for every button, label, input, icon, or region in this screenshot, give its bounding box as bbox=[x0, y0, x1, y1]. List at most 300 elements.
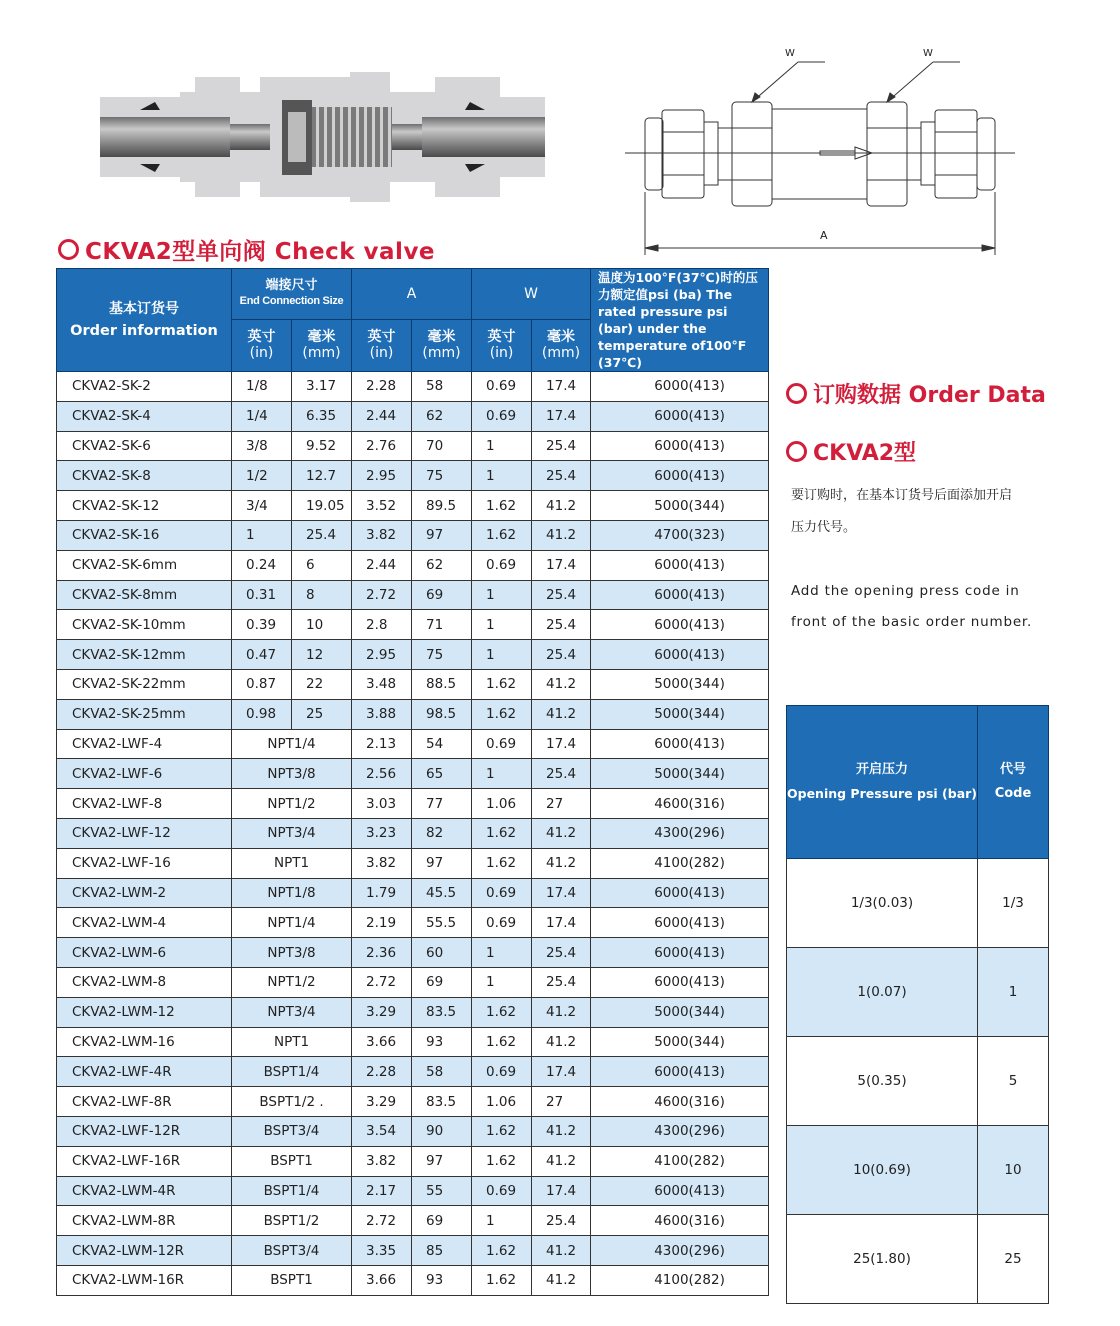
cell-w-mm: 41.2 bbox=[532, 491, 591, 521]
cell-conn-mm: 6 bbox=[292, 550, 352, 580]
header-pressure-zh: 开启压力 bbox=[855, 762, 908, 777]
table-row bbox=[57, 610, 769, 640]
cell-conn-in: 0.98 bbox=[232, 699, 292, 729]
circle-bullet-icon bbox=[786, 441, 807, 462]
cell-rated-pressure: 6000(413) bbox=[591, 967, 769, 997]
unit-zh: 毫米 bbox=[307, 329, 336, 346]
cell-a-mm: 93 bbox=[412, 1027, 472, 1057]
cell-end-connection: BSPT1 bbox=[232, 1265, 352, 1295]
cell-rated-pressure: 6000(413) bbox=[591, 1057, 769, 1087]
cell-end-connection: BSPT1/4 bbox=[232, 1057, 352, 1087]
cell-rated-pressure: 4700(323) bbox=[591, 520, 769, 550]
circle-bullet-icon bbox=[58, 239, 79, 260]
code-table-row bbox=[787, 859, 1049, 948]
table-row bbox=[57, 908, 769, 938]
header-end-connection bbox=[232, 269, 352, 320]
cell-w-mm: 17.4 bbox=[532, 550, 591, 580]
cell-a-in: 3.29 bbox=[352, 1087, 412, 1117]
cell-end-connection: BSPT1/4 bbox=[232, 1176, 352, 1206]
cell-code: 25 bbox=[978, 1215, 1049, 1304]
cell-a-in: 3.82 bbox=[352, 848, 412, 878]
code-table-row bbox=[787, 1215, 1049, 1304]
cell-a-in: 2.95 bbox=[352, 640, 412, 670]
instruction-zh-line: 压力代号。 bbox=[791, 520, 857, 535]
cell-rated-pressure: 5000(344) bbox=[591, 669, 769, 699]
cell-end-connection: NPT3/8 bbox=[232, 938, 352, 968]
table-row bbox=[57, 520, 769, 550]
table-row bbox=[57, 1176, 769, 1206]
cell-rated-pressure: 6000(413) bbox=[591, 550, 769, 580]
cell-conn-in: 1 bbox=[232, 520, 292, 550]
cell-conn-mm: 12 bbox=[292, 640, 352, 670]
cell-opening-pressure: 25(1.80) bbox=[787, 1215, 978, 1304]
header-pressure-en: Opening Pressure psi (bar) bbox=[787, 786, 978, 801]
cell-w-in: 0.69 bbox=[472, 550, 532, 580]
cell-a-mm: 88.5 bbox=[412, 669, 472, 699]
cell-a-mm: 93 bbox=[412, 1265, 472, 1295]
table-row bbox=[57, 997, 769, 1027]
model-title bbox=[786, 436, 916, 467]
cell-conn-in: 0.47 bbox=[232, 640, 292, 670]
cell-end-connection: NPT1/4 bbox=[232, 729, 352, 759]
cell-a-mm: 69 bbox=[412, 1206, 472, 1236]
code-table-row bbox=[787, 1037, 1049, 1126]
cell-conn-in: 0.39 bbox=[232, 610, 292, 640]
cell-a-in: 2.56 bbox=[352, 759, 412, 789]
cell-order-number: CKVA2-LWM-4 bbox=[57, 908, 232, 938]
header-w: W bbox=[472, 269, 591, 320]
cell-conn-in: 0.31 bbox=[232, 580, 292, 610]
order-instruction-en bbox=[791, 576, 1071, 638]
cell-rated-pressure: 6000(413) bbox=[591, 372, 769, 402]
cell-w-in: 0.69 bbox=[472, 372, 532, 402]
table-row bbox=[57, 729, 769, 759]
cell-conn-mm: 10 bbox=[292, 610, 352, 640]
page-title-text: CKVA2型单向阀 Check valve bbox=[85, 239, 436, 265]
table-row bbox=[57, 550, 769, 580]
cell-w-in: 1.62 bbox=[472, 669, 532, 699]
cell-order-number: CKVA2-LWM-2 bbox=[57, 878, 232, 908]
cell-conn-mm: 9.52 bbox=[292, 431, 352, 461]
cell-order-number: CKVA2-LWM-16 bbox=[57, 1027, 232, 1057]
cell-w-in: 1 bbox=[472, 580, 532, 610]
header-end-conn-zh: 端接尺寸 bbox=[265, 278, 318, 294]
cell-w-in: 1.06 bbox=[472, 789, 532, 819]
cell-order-number: CKVA2-LWF-4 bbox=[57, 729, 232, 759]
cell-w-mm: 25.4 bbox=[532, 759, 591, 789]
cell-w-in: 1.62 bbox=[472, 1146, 532, 1176]
cell-rated-pressure: 5000(344) bbox=[591, 997, 769, 1027]
header-order-information bbox=[57, 269, 232, 372]
cell-w-mm: 41.2 bbox=[532, 997, 591, 1027]
cell-a-in: 2.72 bbox=[352, 1206, 412, 1236]
cell-opening-pressure: 1(0.07) bbox=[787, 948, 978, 1037]
cell-rated-pressure: 6000(413) bbox=[591, 610, 769, 640]
cell-a-in: 2.8 bbox=[352, 610, 412, 640]
cell-code: 10 bbox=[978, 1126, 1049, 1215]
unit-en: (mm) bbox=[541, 345, 581, 362]
cell-w-mm: 41.2 bbox=[532, 1236, 591, 1266]
cell-rated-pressure: 6000(413) bbox=[591, 640, 769, 670]
cell-a-mm: 45.5 bbox=[412, 878, 472, 908]
cell-a-in: 2.28 bbox=[352, 372, 412, 402]
cell-w-in: 1.62 bbox=[472, 848, 532, 878]
cell-a-mm: 58 bbox=[412, 372, 472, 402]
cell-order-number: CKVA2-LWM-6 bbox=[57, 938, 232, 968]
cell-end-connection: BSPT1 bbox=[232, 1146, 352, 1176]
cell-w-mm: 25.4 bbox=[532, 938, 591, 968]
cell-rated-pressure: 5000(344) bbox=[591, 699, 769, 729]
cell-w-mm: 41.2 bbox=[532, 1265, 591, 1295]
cell-w-in: 1 bbox=[472, 610, 532, 640]
cell-order-number: CKVA2-LWF-8 bbox=[57, 789, 232, 819]
cell-rated-pressure: 6000(413) bbox=[591, 401, 769, 431]
table-row bbox=[57, 699, 769, 729]
unit-en: (mm) bbox=[302, 345, 341, 362]
cell-code: 1 bbox=[978, 948, 1049, 1037]
table-row bbox=[57, 461, 769, 491]
cell-a-in: 3.82 bbox=[352, 1146, 412, 1176]
header-end-conn-en: End Connection Size bbox=[239, 295, 344, 308]
cell-a-mm: 65 bbox=[412, 759, 472, 789]
cell-w-in: 0.69 bbox=[472, 908, 532, 938]
cell-conn-mm: 19.05 bbox=[292, 491, 352, 521]
cell-a-mm: 97 bbox=[412, 848, 472, 878]
cell-w-in: 1 bbox=[472, 759, 532, 789]
check-valve-cutaway-photo bbox=[100, 72, 560, 202]
cell-rated-pressure: 4100(282) bbox=[591, 1265, 769, 1295]
cell-a-mm: 75 bbox=[412, 461, 472, 491]
cell-w-in: 1 bbox=[472, 431, 532, 461]
cell-a-in: 2.28 bbox=[352, 1057, 412, 1087]
cell-a-in: 2.36 bbox=[352, 938, 412, 968]
cell-a-mm: 55 bbox=[412, 1176, 472, 1206]
cell-w-in: 1 bbox=[472, 1206, 532, 1236]
cell-a-in: 3.66 bbox=[352, 1265, 412, 1295]
cell-w-in: 1.62 bbox=[472, 818, 532, 848]
cell-a-mm: 62 bbox=[412, 401, 472, 431]
cell-a-in: 2.72 bbox=[352, 967, 412, 997]
cell-end-connection: BSPT3/4 bbox=[232, 1116, 352, 1146]
cell-order-number: CKVA2-SK-22mm bbox=[57, 669, 232, 699]
cell-conn-mm: 8 bbox=[292, 580, 352, 610]
cell-conn-mm: 6.35 bbox=[292, 401, 352, 431]
cell-end-connection: NPT1/2 bbox=[232, 967, 352, 997]
cell-a-in: 2.95 bbox=[352, 461, 412, 491]
header-a-in bbox=[352, 319, 412, 371]
cell-end-connection: NPT1 bbox=[232, 1027, 352, 1057]
cell-order-number: CKVA2-LWF-4R bbox=[57, 1057, 232, 1087]
table-row bbox=[57, 759, 769, 789]
order-instruction-zh bbox=[791, 480, 1061, 544]
unit-en: (mm) bbox=[422, 345, 461, 362]
cell-rated-pressure: 6000(413) bbox=[591, 729, 769, 759]
table-row bbox=[57, 401, 769, 431]
table-row bbox=[57, 1116, 769, 1146]
table-row bbox=[57, 431, 769, 461]
table-row bbox=[57, 640, 769, 670]
cell-a-mm: 90 bbox=[412, 1116, 472, 1146]
table-row bbox=[57, 1206, 769, 1236]
cell-a-in: 3.88 bbox=[352, 699, 412, 729]
cell-w-mm: 25.4 bbox=[532, 967, 591, 997]
cell-a-mm: 97 bbox=[412, 520, 472, 550]
cell-end-connection: BSPT1/2 bbox=[232, 1206, 352, 1236]
cell-rated-pressure: 4100(282) bbox=[591, 1146, 769, 1176]
order-data-title bbox=[786, 378, 1046, 409]
cell-rated-pressure: 4600(316) bbox=[591, 1206, 769, 1236]
cell-a-mm: 62 bbox=[412, 550, 472, 580]
cell-order-number: CKVA2-SK-25mm bbox=[57, 699, 232, 729]
cell-w-in: 1.62 bbox=[472, 520, 532, 550]
cell-rated-pressure: 4300(296) bbox=[591, 818, 769, 848]
cell-end-connection: NPT3/8 bbox=[232, 759, 352, 789]
cell-a-mm: 97 bbox=[412, 1146, 472, 1176]
cell-order-number: CKVA2-LWM-8 bbox=[57, 967, 232, 997]
cell-w-mm: 25.4 bbox=[532, 431, 591, 461]
circle-bullet-icon bbox=[786, 383, 807, 404]
code-table-row bbox=[787, 948, 1049, 1037]
cell-w-in: 1.62 bbox=[472, 699, 532, 729]
cell-rated-pressure: 5000(344) bbox=[591, 1027, 769, 1057]
cell-order-number: CKVA2-LWF-16R bbox=[57, 1146, 232, 1176]
cell-conn-mm: 25 bbox=[292, 699, 352, 729]
order-table-body bbox=[57, 372, 769, 1296]
cell-a-in: 3.54 bbox=[352, 1116, 412, 1146]
cell-a-in: 3.66 bbox=[352, 1027, 412, 1057]
cell-end-connection: BSPT3/4 bbox=[232, 1236, 352, 1266]
cell-a-mm: 83.5 bbox=[412, 997, 472, 1027]
unit-zh: 英寸 bbox=[367, 329, 396, 346]
cell-end-connection: NPT1 bbox=[232, 848, 352, 878]
cell-conn-in: 3/4 bbox=[232, 491, 292, 521]
cell-w-in: 0.69 bbox=[472, 1057, 532, 1087]
table-row bbox=[57, 1087, 769, 1117]
cell-a-mm: 83.5 bbox=[412, 1087, 472, 1117]
cell-end-connection: NPT1/2 bbox=[232, 789, 352, 819]
header-w-mm bbox=[532, 319, 591, 371]
cell-a-in: 3.29 bbox=[352, 997, 412, 1027]
cell-order-number: CKVA2-LWF-16 bbox=[57, 848, 232, 878]
cell-order-number: CKVA2-LWM-12 bbox=[57, 997, 232, 1027]
cell-w-mm: 17.4 bbox=[532, 878, 591, 908]
cell-a-in: 3.48 bbox=[352, 669, 412, 699]
cell-w-in: 0.69 bbox=[472, 1176, 532, 1206]
table-row bbox=[57, 1146, 769, 1176]
cell-rated-pressure: 4300(296) bbox=[591, 1116, 769, 1146]
header-opening-pressure bbox=[787, 706, 978, 859]
cell-rated-pressure: 4100(282) bbox=[591, 848, 769, 878]
cell-w-mm: 25.4 bbox=[532, 640, 591, 670]
cell-end-connection: NPT3/4 bbox=[232, 997, 352, 1027]
cell-a-in: 2.72 bbox=[352, 580, 412, 610]
cell-w-mm: 17.4 bbox=[532, 1176, 591, 1206]
header-rated-pressure: 温度为100°F(37℃)时的压力额定值psi (ba) The rated pressure psi (bar) under the temperature of100°F (37℃) bbox=[591, 269, 769, 372]
cell-w-in: 1 bbox=[472, 461, 532, 491]
order-information-table bbox=[56, 268, 769, 1296]
cell-w-mm: 25.4 bbox=[532, 610, 591, 640]
cell-conn-mm: 3.17 bbox=[292, 372, 352, 402]
cell-order-number: CKVA2-LWF-12R bbox=[57, 1116, 232, 1146]
cell-a-mm: 70 bbox=[412, 431, 472, 461]
cell-w-mm: 25.4 bbox=[532, 580, 591, 610]
cell-w-in: 1.62 bbox=[472, 1027, 532, 1057]
a-label: A bbox=[820, 229, 828, 242]
table-row bbox=[57, 580, 769, 610]
table-row bbox=[57, 818, 769, 848]
cell-opening-pressure: 10(0.69) bbox=[787, 1126, 978, 1215]
cell-a-in: 1.79 bbox=[352, 878, 412, 908]
cell-w-in: 1 bbox=[472, 640, 532, 670]
cell-rated-pressure: 6000(413) bbox=[591, 878, 769, 908]
header-code-zh: 代号 bbox=[999, 762, 1026, 777]
cell-order-number: CKVA2-SK-6mm bbox=[57, 550, 232, 580]
header-code bbox=[978, 706, 1049, 859]
cell-order-number: CKVA2-LWF-6 bbox=[57, 759, 232, 789]
cell-order-number: CKVA2-SK-16 bbox=[57, 520, 232, 550]
check-valve-dimension-drawing bbox=[620, 40, 1020, 255]
table-row bbox=[57, 491, 769, 521]
cell-w-mm: 41.2 bbox=[532, 699, 591, 729]
cell-code: 5 bbox=[978, 1037, 1049, 1126]
unit-en: (in) bbox=[369, 345, 394, 362]
cell-rated-pressure: 4300(296) bbox=[591, 1236, 769, 1266]
table-row bbox=[57, 967, 769, 997]
cell-rated-pressure: 5000(344) bbox=[591, 759, 769, 789]
cell-a-in: 3.52 bbox=[352, 491, 412, 521]
cell-a-mm: 60 bbox=[412, 938, 472, 968]
cell-end-connection: NPT1/4 bbox=[232, 908, 352, 938]
cell-w-in: 1 bbox=[472, 967, 532, 997]
cell-order-number: CKVA2-SK-12 bbox=[57, 491, 232, 521]
cell-rated-pressure: 6000(413) bbox=[591, 908, 769, 938]
cell-end-connection: NPT3/4 bbox=[232, 818, 352, 848]
header-order-zh: 基本订货号 bbox=[109, 301, 179, 317]
cell-w-in: 1 bbox=[472, 938, 532, 968]
cell-a-in: 2.17 bbox=[352, 1176, 412, 1206]
cell-rated-pressure: 6000(413) bbox=[591, 431, 769, 461]
cell-rated-pressure: 6000(413) bbox=[591, 938, 769, 968]
cell-w-mm: 41.2 bbox=[532, 520, 591, 550]
cell-w-mm: 25.4 bbox=[532, 461, 591, 491]
cell-w-in: 0.69 bbox=[472, 401, 532, 431]
cell-conn-mm: 25.4 bbox=[292, 520, 352, 550]
cell-a-mm: 75 bbox=[412, 640, 472, 670]
cell-w-mm: 27 bbox=[532, 1087, 591, 1117]
cell-rated-pressure: 5000(344) bbox=[591, 491, 769, 521]
cell-w-in: 1.62 bbox=[472, 1116, 532, 1146]
cell-w-mm: 25.4 bbox=[532, 1206, 591, 1236]
table-row bbox=[57, 1057, 769, 1087]
cell-a-in: 2.44 bbox=[352, 401, 412, 431]
cell-w-in: 1.62 bbox=[472, 1236, 532, 1266]
cell-order-number: CKVA2-SK-2 bbox=[57, 372, 232, 402]
unit-zh: 英寸 bbox=[487, 329, 516, 346]
cell-rated-pressure: 6000(413) bbox=[591, 580, 769, 610]
code-table-body bbox=[787, 859, 1049, 1304]
cell-order-number: CKVA2-LWF-12 bbox=[57, 818, 232, 848]
cell-conn-mm: 22 bbox=[292, 669, 352, 699]
cell-w-in: 1.62 bbox=[472, 1265, 532, 1295]
cell-w-mm: 17.4 bbox=[532, 908, 591, 938]
cell-end-connection: BSPT1/2 . bbox=[232, 1087, 352, 1117]
cell-a-mm: 77 bbox=[412, 789, 472, 819]
unit-zh: 毫米 bbox=[427, 329, 456, 346]
header-a-mm bbox=[412, 319, 472, 371]
cell-w-mm: 17.4 bbox=[532, 729, 591, 759]
header-code-en: Code bbox=[994, 786, 1032, 801]
cell-conn-in: 0.24 bbox=[232, 550, 292, 580]
table-row bbox=[57, 848, 769, 878]
page-title bbox=[58, 233, 435, 266]
header-a: A bbox=[352, 269, 472, 320]
unit-en: (in) bbox=[489, 345, 514, 362]
cell-w-mm: 41.2 bbox=[532, 818, 591, 848]
header-conn-mm bbox=[292, 319, 352, 371]
opening-pressure-code-table bbox=[786, 705, 1049, 1304]
table-row bbox=[57, 372, 769, 402]
table-row bbox=[57, 789, 769, 819]
code-table-row bbox=[787, 1126, 1049, 1215]
instruction-en-line: Add the opening press code in bbox=[791, 583, 1020, 599]
cell-a-mm: 69 bbox=[412, 967, 472, 997]
header-conn-in bbox=[232, 319, 292, 371]
cell-order-number: CKVA2-LWM-12R bbox=[57, 1236, 232, 1266]
cell-a-mm: 69 bbox=[412, 580, 472, 610]
cell-a-in: 2.13 bbox=[352, 729, 412, 759]
cell-w-mm: 17.4 bbox=[532, 1057, 591, 1087]
cell-end-connection: NPT1/8 bbox=[232, 878, 352, 908]
instruction-en-line: front of the basic order number. bbox=[791, 614, 1033, 630]
cell-a-mm: 71 bbox=[412, 610, 472, 640]
table-row bbox=[57, 669, 769, 699]
cell-conn-in: 0.87 bbox=[232, 669, 292, 699]
cell-w-mm: 41.2 bbox=[532, 1146, 591, 1176]
header-w-in bbox=[472, 319, 532, 371]
cell-a-mm: 58 bbox=[412, 1057, 472, 1087]
cell-a-mm: 54 bbox=[412, 729, 472, 759]
unit-en: (in) bbox=[249, 345, 274, 362]
cell-a-in: 3.35 bbox=[352, 1236, 412, 1266]
model-title-text: CKVA2型 bbox=[813, 441, 917, 466]
cell-a-mm: 82 bbox=[412, 818, 472, 848]
cell-conn-mm: 12.7 bbox=[292, 461, 352, 491]
cell-w-mm: 41.2 bbox=[532, 1116, 591, 1146]
cell-a-in: 3.23 bbox=[352, 818, 412, 848]
cell-conn-in: 3/8 bbox=[232, 431, 292, 461]
cell-a-in: 2.44 bbox=[352, 550, 412, 580]
cell-order-number: CKVA2-LWM-8R bbox=[57, 1206, 232, 1236]
cell-order-number: CKVA2-SK-4 bbox=[57, 401, 232, 431]
cell-order-number: CKVA2-SK-10mm bbox=[57, 610, 232, 640]
cell-w-mm: 41.2 bbox=[532, 669, 591, 699]
cell-conn-in: 1/8 bbox=[232, 372, 292, 402]
cell-w-mm: 17.4 bbox=[532, 372, 591, 402]
cell-rated-pressure: 6000(413) bbox=[591, 1176, 769, 1206]
cell-order-number: CKVA2-LWM-4R bbox=[57, 1176, 232, 1206]
cell-opening-pressure: 1/3(0.03) bbox=[787, 859, 978, 948]
table-row bbox=[57, 1265, 769, 1295]
cell-rated-pressure: 4600(316) bbox=[591, 1087, 769, 1117]
cell-a-mm: 85 bbox=[412, 1236, 472, 1266]
table-row bbox=[57, 1027, 769, 1057]
cell-order-number: CKVA2-SK-8 bbox=[57, 461, 232, 491]
table-row bbox=[57, 878, 769, 908]
cell-w-mm: 41.2 bbox=[532, 1027, 591, 1057]
cell-order-number: CKVA2-SK-12mm bbox=[57, 640, 232, 670]
cell-code: 1/3 bbox=[978, 859, 1049, 948]
cell-w-mm: 17.4 bbox=[532, 401, 591, 431]
